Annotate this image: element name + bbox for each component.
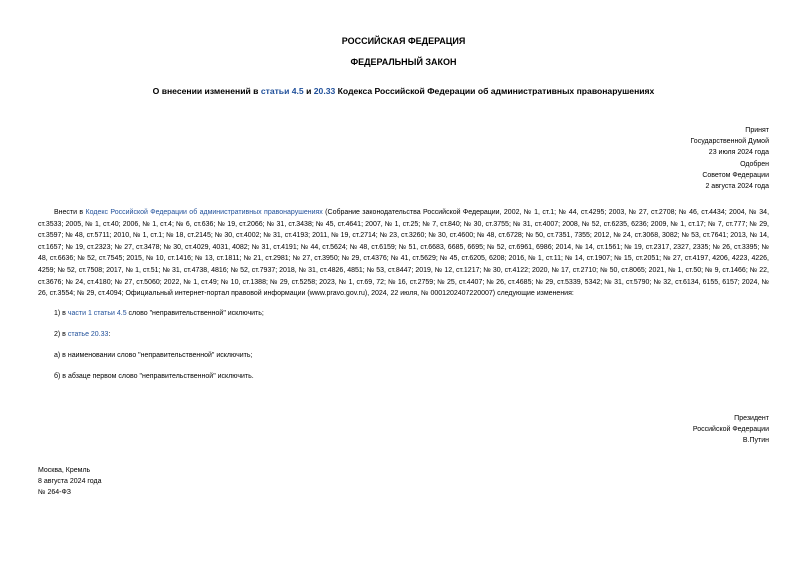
amendment-item-2a: а) в наименовании слово "неправительственной" исключить; xyxy=(54,352,253,359)
signing-date: 8 августа 2024 года xyxy=(38,478,102,486)
signer-title: Президент xyxy=(734,415,769,422)
article-4-5-link[interactable]: статьи 4.5 xyxy=(260,86,304,96)
intro-prefix: Внести в xyxy=(54,209,86,216)
adopted-label: Принят xyxy=(745,127,769,134)
amendment-item-2 xyxy=(54,331,110,338)
signer-country: Российской Федерации xyxy=(692,426,769,434)
intro-text: (Собрание законодательства Российской Федерации, 2002, № 1, ст.1; № 44, ст.4295; 2003, № 27, ст.2708; № 46, ст.4434; 2004, № 34, ст.3533; 2005, № 1, ст.40; 2006, № 1, ст.4; № 6, ст.636; № 19, ст.2066; № 31, ст.3438; № 45, ст.4641; 2007, № 1, ст.25; № 7, ст.840; № 30, ст.3755; № 31, ст.4007; 2008, № 52, ст.6235, 6236; 2009, № 1, ст.17; № 7, ст.777; № 29, ст.3597; № 48, ст.5711; 2010, № 1, ст.1; № 18, ст.2145; № 30, ст.4002; № 31, ст.4193; 2011, № 19, ст.2714; № 23, ст.3260; № 30, ст.4600; № 48, ст.6728; № 50, ст.7351, 7355; 2012, № 24, ст.3068, 3082; № 53, ст.7641; 2013, № 14, ст.1657; № 19, ст.2323; № 27, ст.3478; № 30, ст.4029, 4031, 4082; № 31, ст.4191; № 44, ст.5624; № 48, ст.6159; № 51, ст.6683, 6685, 6695; № 52, ст.6961, 6986; 2014, № 14, ст.1561; № 19, ст.2317, 2327, 2335; № 26, ст.3395; № 48, ст.6636; № 52, ст.7545; 2015, № 10, ст.1416; № 13, ст.1811; № 21, ст.2981; № 27, ст.3950; № 29, ст.4376; № 41, ст.5629; № 45, ст.6205, 6208; 2016, № 1, ст.11; № 14, ст.1907; № 15, ст.2051; № 27, ст.4197, 4206, 4223, 4226, 4259; № 52, ст.7508; 2017, № 1, ст.51; № 31, ст.4738, 4816; № 52, ст.7937; 2018, № 31, ст.4826, 4851; № 53, ст.8447; 2019, № 12, ст.1217; № 30, ст.4122; 2020, № 17, ст.2710; № 50, ст.8065; 2021, № 1, ст.50; № 9, ст.1466; № 22, ст.3676; № 24, ст.4180; № 27, ст.5060; 2022, № 1, ст.49; № 10, ст.1388; № 29, ст.5258; 2023, № 1, ст.69, 72; № 16, ст.2759; № 25, ст.4407; № 26, ст.4685; № 29, ст.5339, 5342; № 31, ст.5790; № 32, ст.6134, 6155, 6157; 2024, № 26, ст.3554; № 29, ст.4094; Официальный интернет-портал правовой информации (www.pravo.gov.ru), 2024, 22 июля, № 0001202407220007) следующие изменения: xyxy=(38,209,770,298)
approved-by: Советом Федерации xyxy=(702,171,769,179)
law-title xyxy=(0,86,807,96)
law-number: № 264-ФЗ xyxy=(38,489,72,497)
article-20-33-link[interactable]: 20.33 xyxy=(313,86,336,96)
item1-prefix: 1) в xyxy=(54,310,68,317)
item1-suffix: слово "неправительственной" исключить; xyxy=(126,310,264,317)
amendment-item-1 xyxy=(54,310,264,317)
title-prefix: О внесении изменений в xyxy=(152,86,261,96)
approved-label: Одобрен xyxy=(740,160,769,168)
amendment-item-2b: б) в абзаце первом слово "неправительственной" исключить. xyxy=(54,373,254,380)
signer-name: В.Путин xyxy=(742,437,769,445)
signing-footer xyxy=(38,465,102,499)
adoption-block xyxy=(690,125,769,192)
item2-suffix: : xyxy=(108,331,111,338)
part-1-article-4-5-link[interactable]: части 1 статьи 4.5 xyxy=(67,310,127,317)
adopted-by: Государственной Думой xyxy=(690,138,769,146)
adopted-date: 23 июля 2024 года xyxy=(708,149,769,157)
approved-date: 2 августа 2024 года xyxy=(705,183,769,191)
signing-place: Москва, Кремль xyxy=(38,467,91,474)
code-link[interactable]: Кодекс Российской Федерации об административных правонарушениях xyxy=(85,209,323,216)
law-type-heading: ФЕДЕРАЛЬНЫЙ ЗАКОН xyxy=(350,57,457,67)
title-and: и xyxy=(303,86,314,96)
intro-paragraph xyxy=(38,207,769,300)
title-suffix: Кодекса Российской Федерации об административных правонарушениях xyxy=(335,86,655,96)
signature-block xyxy=(693,413,769,447)
item2-prefix: 2) в xyxy=(54,331,68,338)
country-heading: РОССИЙСКАЯ ФЕДЕРАЦИЯ xyxy=(341,36,466,46)
article-20-33-body-link[interactable]: статье 20.33 xyxy=(67,331,109,338)
